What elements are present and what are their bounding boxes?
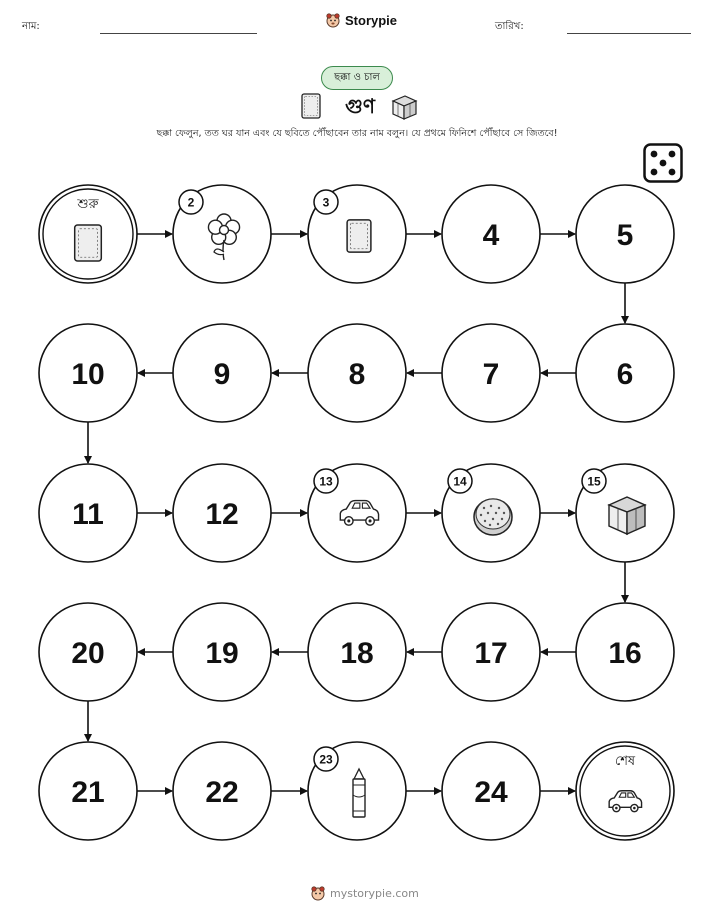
board-cell-15[interactable] <box>576 464 674 562</box>
finish-cell[interactable] <box>576 742 674 840</box>
board-cell-18[interactable] <box>308 603 406 701</box>
game-tag: ছক্কা ও চাল <box>321 66 393 90</box>
board-cell-19[interactable] <box>173 603 271 701</box>
board-cell-2[interactable] <box>173 185 271 283</box>
cell-number: 7 <box>482 358 500 391</box>
cell-badge <box>314 747 338 771</box>
badge-number: 23 <box>319 752 333 767</box>
cell-badge <box>448 469 472 493</box>
cookie-icon <box>474 499 512 535</box>
footer <box>310 885 419 901</box>
finish-label: শেষ <box>614 754 636 769</box>
start-cell[interactable] <box>39 185 137 283</box>
cell-number: 20 <box>71 637 105 670</box>
cell-number: 16 <box>608 637 642 670</box>
storypie-mascot-icon <box>310 885 326 901</box>
badge-number: 3 <box>322 195 330 210</box>
cell-number: 8 <box>348 358 366 391</box>
crayon-icon <box>353 769 365 817</box>
name-label: নাম: <box>22 21 40 32</box>
board-cell-13[interactable] <box>308 464 406 562</box>
badge-number: 15 <box>587 474 601 489</box>
date-label: তারিখ: <box>495 21 524 32</box>
board-cell-14[interactable] <box>442 464 540 562</box>
board-cell-10[interactable] <box>39 324 137 422</box>
cell-number: 18 <box>340 637 374 670</box>
board-cell-7[interactable] <box>442 324 540 422</box>
cell-number: 12 <box>205 498 239 531</box>
cell-number: 17 <box>474 637 508 670</box>
cell-number: 5 <box>616 219 634 252</box>
board-cell-23[interactable] <box>308 742 406 840</box>
board-cell-20[interactable] <box>39 603 137 701</box>
page-title: গুণ <box>345 94 375 118</box>
cell-number: 10 <box>71 358 105 391</box>
cell-number: 4 <box>482 219 500 252</box>
brand-name: Storypie <box>345 12 398 28</box>
board-cell-16[interactable] <box>576 603 674 701</box>
badge-number: 2 <box>187 195 195 210</box>
cell-number: 22 <box>205 776 239 809</box>
board-cell-21[interactable] <box>39 742 137 840</box>
board-cell-4[interactable] <box>442 185 540 283</box>
cracker-icon <box>347 220 371 252</box>
board-cell-9[interactable] <box>173 324 271 422</box>
board-cell-24[interactable] <box>442 742 540 840</box>
start-label: শুরু <box>77 197 99 212</box>
board-cell-12[interactable] <box>173 464 271 562</box>
cell-number: 11 <box>72 498 104 531</box>
badge-number: 14 <box>453 474 467 489</box>
board-cell-8[interactable] <box>308 324 406 422</box>
cell-badge <box>314 190 338 214</box>
cracker-icon <box>75 225 102 261</box>
cell-badge <box>179 190 203 214</box>
board-cell-22[interactable] <box>173 742 271 840</box>
board-cell-6[interactable] <box>576 324 674 422</box>
footer-url[interactable]: mystorypie.com <box>330 886 419 900</box>
cell-number: 6 <box>616 358 634 391</box>
instructions: ছক্কা ফেলুন, তত ঘর যান এবং যে ছবিতে পৌঁছাবেন তার নাম বলুন। যে প্রথমে ফিনিশে পৌঁছাবে সে জিতবে! <box>156 128 558 139</box>
cell-number: 19 <box>205 637 239 670</box>
badge-number: 13 <box>319 474 333 489</box>
board-cell-17[interactable] <box>442 603 540 701</box>
board-cell-5[interactable] <box>576 185 674 283</box>
board-cell-3[interactable] <box>308 185 406 283</box>
cell-number: 21 <box>71 776 105 809</box>
cell-badge <box>314 469 338 493</box>
cell-badge <box>582 469 606 493</box>
board-cell-11[interactable] <box>39 464 137 562</box>
box-icon <box>609 497 645 534</box>
cell-number: 24 <box>474 776 508 809</box>
cell-number: 9 <box>213 358 231 391</box>
